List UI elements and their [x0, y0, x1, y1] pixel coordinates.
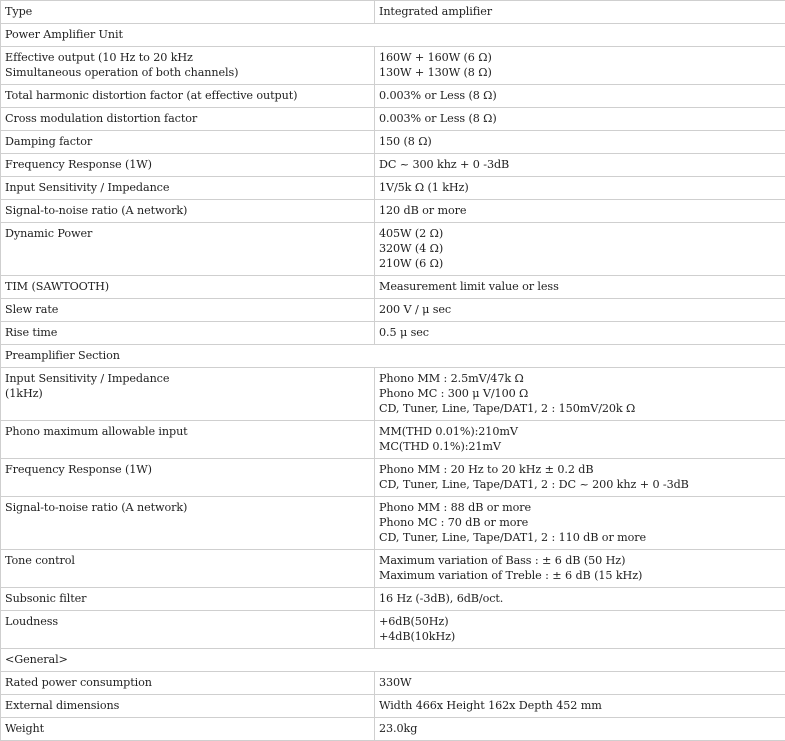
spec-value: 120 dB or more — [379, 203, 781, 218]
spec-row — [1, 550, 785, 588]
spec-value: +4dB(10kHz) — [379, 629, 781, 644]
spec-value: 150 (8 Ω) — [379, 134, 781, 149]
spec-value: Phono MM : 2.5mV/47k Ω — [379, 371, 781, 386]
spec-row — [1, 223, 785, 276]
spec-value: 330W — [379, 675, 781, 690]
spec-label: Weight — [5, 721, 370, 736]
spec-value: CD, Tuner, Line, Tape/DAT1, 2 : 110 dB or more — [379, 530, 781, 545]
spec-label: Phono maximum allowable input — [5, 424, 370, 439]
spec-value: 130W + 130W (8 Ω) — [379, 65, 781, 80]
spec-value: CD, Tuner, Line, Tape/DAT1, 2 : 150mV/20k Ω — [379, 401, 781, 416]
spec-value: CD, Tuner, Line, Tape/DAT1, 2 : DC ~ 200 khz + 0 -3dB — [379, 477, 781, 492]
spec-value: 200 V / μ sec — [379, 302, 781, 317]
spec-value-cell — [375, 611, 785, 649]
spec-value-cell — [375, 131, 785, 154]
spec-label-cell — [1, 223, 375, 276]
spec-label-cell — [1, 131, 375, 154]
spec-label: Rise time — [5, 325, 370, 340]
spec-row — [1, 154, 785, 177]
spec-value: DC ~ 300 khz + 0 -3dB — [379, 157, 781, 172]
spec-row — [1, 718, 785, 741]
spec-value: 405W (2 Ω) — [379, 226, 781, 241]
spec-label-cell — [1, 200, 375, 223]
spec-label: Effective output (10 Hz to 20 kHz — [5, 50, 370, 65]
spec-label: TIM (SAWTOOTH) — [5, 279, 370, 294]
spec-value: Width 466x Height 162x Depth 452 mm — [379, 698, 781, 713]
spec-label-cell — [1, 85, 375, 108]
spec-value-cell — [375, 588, 785, 611]
spec-label-cell — [1, 550, 375, 588]
spec-row — [1, 299, 785, 322]
spec-value: MC(THD 0.1%):21mV — [379, 439, 781, 454]
spec-label: Signal-to-noise ratio (A network) — [5, 500, 370, 515]
spec-label: Type — [5, 4, 370, 19]
spec-label: Damping factor — [5, 134, 370, 149]
spec-value-cell — [375, 550, 785, 588]
spec-label: Subsonic filter — [5, 591, 370, 606]
spec-value: Maximum variation of Bass : ± 6 dB (50 Hz) — [379, 553, 781, 568]
spec-label: Slew rate — [5, 302, 370, 317]
spec-label: Loudness — [5, 614, 370, 629]
spec-row — [1, 276, 785, 299]
spec-label: Frequency Response (1W) — [5, 157, 370, 172]
spec-value-cell — [375, 672, 785, 695]
spec-value-cell — [375, 459, 785, 497]
spec-row — [1, 108, 785, 131]
spec-value: Phono MC : 70 dB or more — [379, 515, 781, 530]
spec-value-cell — [375, 368, 785, 421]
spec-label: Rated power consumption — [5, 675, 370, 690]
spec-label: Dynamic Power — [5, 226, 370, 241]
spec-value: +6dB(50Hz) — [379, 614, 781, 629]
spec-value: 0.5 μ sec — [379, 325, 781, 340]
section-header-row — [1, 24, 785, 47]
spec-value: Maximum variation of Treble : ± 6 dB (15 kHz) — [379, 568, 781, 583]
spec-label-cell — [1, 588, 375, 611]
spec-value: 0.003% or Less (8 Ω) — [379, 88, 781, 103]
spec-label-cell — [1, 1, 375, 24]
spec-label: (1kHz) — [5, 386, 370, 401]
spec-row — [1, 177, 785, 200]
spec-label-cell — [1, 459, 375, 497]
spec-value: Phono MM : 88 dB or more — [379, 500, 781, 515]
spec-row — [1, 497, 785, 550]
spec-label-cell — [1, 421, 375, 459]
spec-row — [1, 322, 785, 345]
section-header-row — [1, 649, 785, 672]
spec-value-cell — [375, 1, 785, 24]
spec-value: 320W (4 Ω) — [379, 241, 781, 256]
spec-value-cell — [375, 497, 785, 550]
spec-row — [1, 695, 785, 718]
spec-value-cell — [375, 322, 785, 345]
spec-value-cell — [375, 154, 785, 177]
spec-value-cell — [375, 108, 785, 131]
spec-value-cell — [375, 85, 785, 108]
spec-row — [1, 85, 785, 108]
spec-label: Input Sensitivity / Impedance — [5, 371, 370, 386]
spec-label: Tone control — [5, 553, 370, 568]
spec-table-body — [1, 1, 785, 741]
spec-label-cell — [1, 718, 375, 741]
spec-value-cell — [375, 421, 785, 459]
spec-label: Frequency Response (1W) — [5, 462, 370, 477]
spec-value-cell — [375, 718, 785, 741]
spec-row — [1, 611, 785, 649]
spec-value-cell — [375, 695, 785, 718]
spec-value: Phono MC : 300 μ V/100 Ω — [379, 386, 781, 401]
spec-label-cell — [1, 611, 375, 649]
spec-value: 0.003% or Less (8 Ω) — [379, 111, 781, 126]
section-title: <General> — [1, 649, 785, 672]
spec-label-cell — [1, 108, 375, 131]
spec-value: Integrated amplifier — [379, 4, 781, 19]
spec-label-cell — [1, 47, 375, 85]
spec-row — [1, 588, 785, 611]
spec-row — [1, 200, 785, 223]
spec-label-cell — [1, 299, 375, 322]
spec-label-cell — [1, 154, 375, 177]
spec-row — [1, 421, 785, 459]
spec-label: Simultaneous operation of both channels) — [5, 65, 370, 80]
spec-row — [1, 459, 785, 497]
section-title: Preamplifier Section — [1, 345, 785, 368]
spec-value: 210W (6 Ω) — [379, 256, 781, 271]
spec-value-cell — [375, 276, 785, 299]
spec-label-cell — [1, 368, 375, 421]
spec-value-cell — [375, 223, 785, 276]
spec-label-cell — [1, 177, 375, 200]
spec-label-cell — [1, 695, 375, 718]
spec-label: Input Sensitivity / Impedance — [5, 180, 370, 195]
spec-row — [1, 131, 785, 154]
spec-value: Phono MM : 20 Hz to 20 kHz ± 0.2 dB — [379, 462, 781, 477]
spec-label-cell — [1, 497, 375, 550]
section-title: Power Amplifier Unit — [1, 24, 785, 47]
spec-row — [1, 47, 785, 85]
spec-label: Cross modulation distortion factor — [5, 111, 370, 126]
spec-label-cell — [1, 276, 375, 299]
spec-label-cell — [1, 672, 375, 695]
spec-value: 23.0kg — [379, 721, 781, 736]
spec-row — [1, 672, 785, 695]
spec-value: 16 Hz (-3dB), 6dB/oct. — [379, 591, 781, 606]
spec-row — [1, 368, 785, 421]
spec-value-cell — [375, 177, 785, 200]
spec-label-cell — [1, 322, 375, 345]
spec-label: Total harmonic distortion factor (at effective output) — [5, 88, 370, 103]
section-header-row — [1, 345, 785, 368]
spec-value: MM(THD 0.01%):210mV — [379, 424, 781, 439]
spec-value: 160W + 160W (6 Ω) — [379, 50, 781, 65]
spec-row — [1, 1, 785, 24]
spec-label: Signal-to-noise ratio (A network) — [5, 203, 370, 218]
spec-label: External dimensions — [5, 698, 370, 713]
spec-value: 1V/5k Ω (1 kHz) — [379, 180, 781, 195]
spec-value-cell — [375, 299, 785, 322]
spec-value-cell — [375, 47, 785, 85]
spec-value-cell — [375, 200, 785, 223]
spec-value: Measurement limit value or less — [379, 279, 781, 294]
